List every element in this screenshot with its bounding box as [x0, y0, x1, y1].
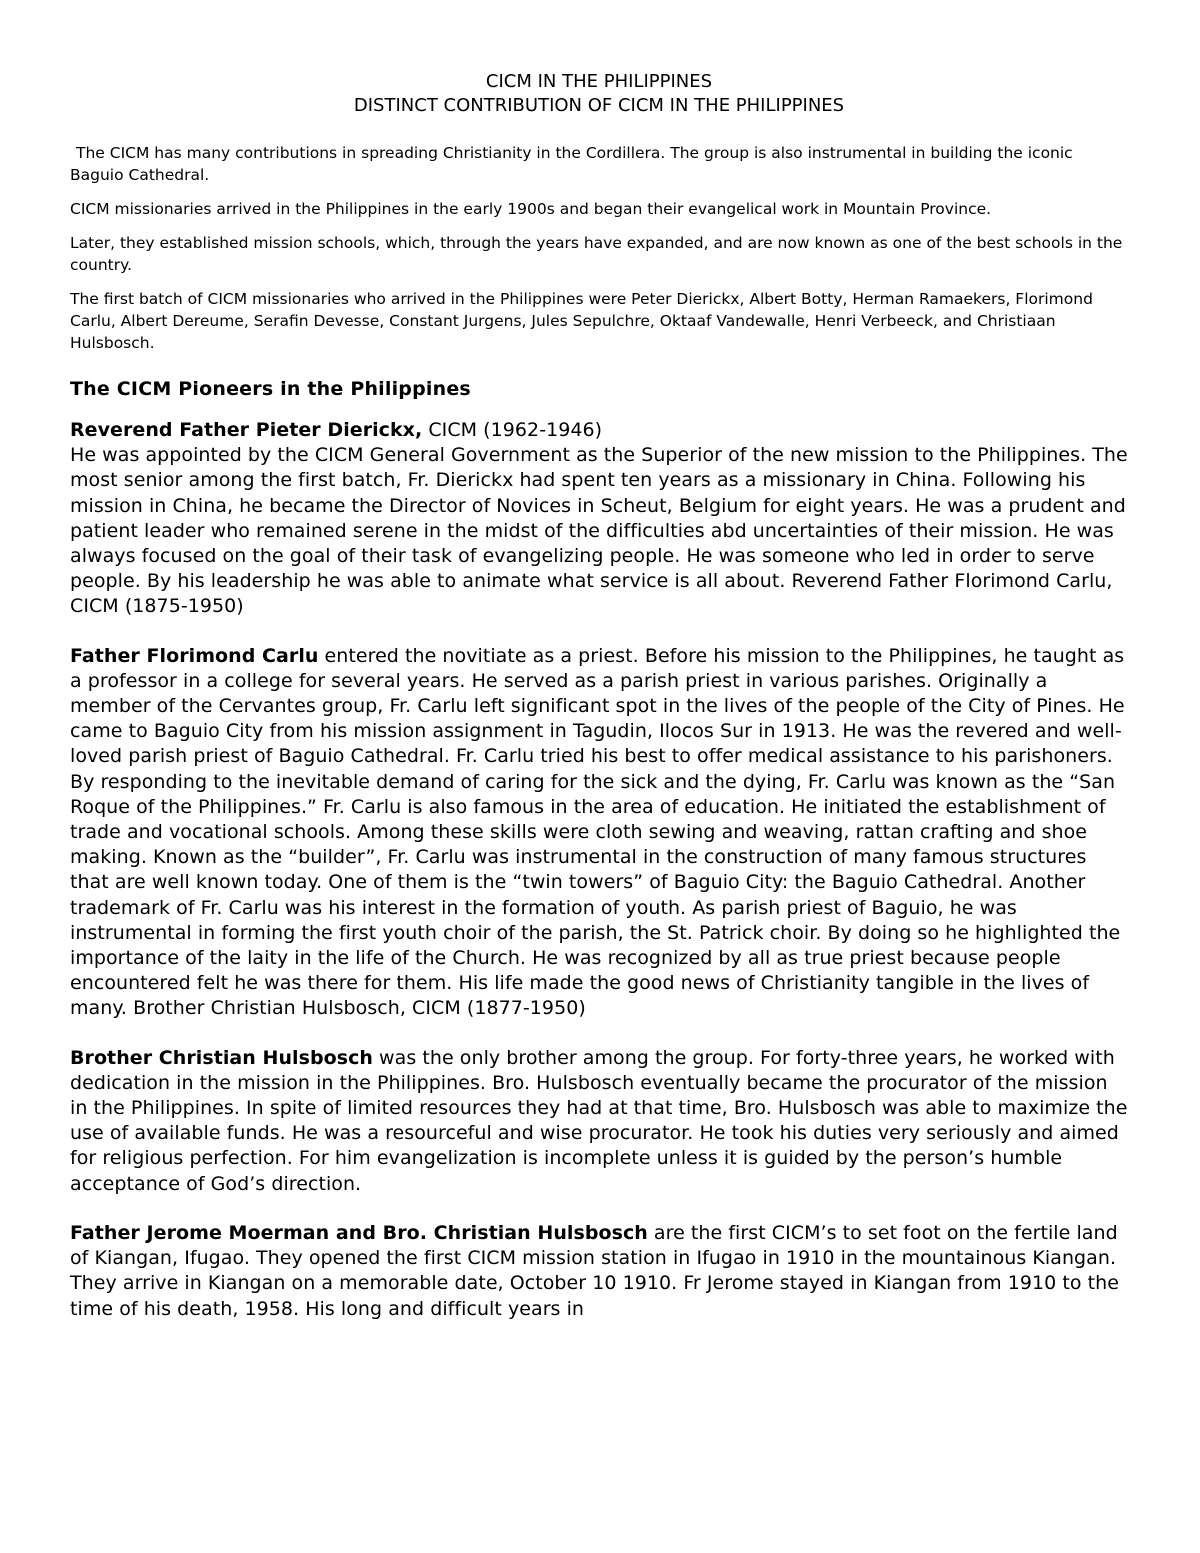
section-heading: The CICM Pioneers in the Philippines — [70, 378, 471, 400]
title-block — [70, 70, 1128, 118]
intro-paragraph: The first batch of CICM missionaries who arrived in the Philippines were Peter Dierickx, Albert Botty, Herman Ramaekers, Florimond Carlu, Albert Dereume, Serafin Devesse, Constant Jurgens, Jules Sepulchre, Oktaaf Vandewalle, Henri Verbeeck, and Christiaan Hulsbosch. — [70, 290, 1093, 352]
intro-section — [70, 142, 1128, 354]
intro-paragraph: Later, they established mission schools, which, through the years have expanded, and are now known as one of the best schools in the country. — [70, 234, 1123, 274]
document-subtitle: DISTINCT CONTRIBUTION OF CICM IN THE PHILIPPINES — [353, 95, 845, 116]
bio-name: Father Florimond Carlu — [70, 644, 319, 667]
bio-text: are the first CICM’s to set foot on the fertile land of Kiangan, Ifugao. They opened the first CICM mission station in Ifugao in 1910 in the mountainous Kiangan. They arrive in Kiangan on a memorable date, October 10 1910. Fr Jerome stayed in Kiangan from 1910 to the time of his death, 1958. His long and difficult years in — [70, 1221, 1119, 1320]
intro-paragraph: CICM missionaries arrived in the Philippines in the early 1900s and began their evangelical work in Mountain Province. — [70, 200, 992, 218]
document-title: CICM IN THE PHILIPPINES — [485, 71, 713, 92]
bio-paragraph-hulsbosch — [70, 1046, 1128, 1197]
bio-paragraph-dierickx — [70, 418, 1128, 620]
bio-text: was the only brother among the group. For forty-three years, he worked with dedication in the mission in the Philippines. Bro. Hulsbosch eventually became the procurator of the mission in the Philippines. In spite of limited resources they had at that time, Bro. Hulsbosch was able to maximize the use of available funds. He was a resourceful and wise procurator. He took his duties very seriously and aimed for religious perfection. For him evangelization is incomplete unless it is guided by the person’s humble acceptance of God’s direction. — [70, 1046, 1128, 1195]
intro-paragraph: The CICM has many contributions in spreading Christianity in the Cordillera. The group is also instrumental in building the iconic Baguio Cathedral. — [70, 144, 1073, 184]
bio-name: Brother Christian Hulsbosch — [70, 1046, 373, 1069]
bio-text: CICM (1962-1946) He was appointed by the CICM General Government as the Superior of the new mission to the Philippines. The most senior among the first batch, Fr. Dierickx had spent ten years as a missionary in China. Following his mission in China, he became the Director of Novices in Scheut, Belgium for eight years. He was a prudent and patient leader who remained serene in the midst of the difficulties abd uncertainties of their mission. He was always focused on the goal of their task of evangelizing people. He was someone who led in order to serve people. By his leadership he was able to animate what service is all about. Reverend Father Florimond Carlu, CICM (1875-1950) — [70, 419, 1128, 618]
bio-text: entered the novitiate as a priest. Before his mission to the Philippines, he taught as a professor in a college for several years. He served as a parish priest in various parishes. Originally a member of the Cervantes group, Fr. Carlu left significant spot in the lives of the people of the City of Pines. He came to Baguio City from his mission assignment in Tagudin, Ilocos Sur in 1913. He was the revered and well-loved parish priest of Baguio Cathedral. Fr. Carlu tried his best to offer medical assistance to his parishoners. By responding to the inevitable demand of caring for the sick and the dying, Fr. Carlu was known as the “San Roque of the Philippines.” Fr. Carlu is also famous in the area of education. He initiated the establishment of trade and vocational schools. Among these skills were cloth sewing and weaving, rattan crafting and shoe making. Known as the “builder”, Fr. Carlu was instrumental in the construction of many famous structures that are well known today. One of them is the “twin towers” of Baguio City: the Baguio Cathedral. Another trademark of Fr. Carlu was his interest in the formation of youth. As parish priest of Baguio, he was instrumental in forming the first youth choir of the parish, the St. Patrick choir. By doing so he highlighted the importance of the laity in the life of the Church. He was recognized by all as true priest because people encountered felt he was there for them. His life made the good news of Christianity tangible in the lives of many. Brother Christian Hulsbosch, CICM (1877-1950) — [70, 644, 1125, 1020]
bio-paragraph-moerman — [70, 1221, 1128, 1322]
bio-paragraph-carlu — [70, 644, 1128, 1022]
bio-name: Reverend Father Pieter Dierickx, — [70, 419, 423, 441]
bio-name: Father Jerome Moerman and Bro. Christian Hulsbosch — [70, 1221, 648, 1244]
